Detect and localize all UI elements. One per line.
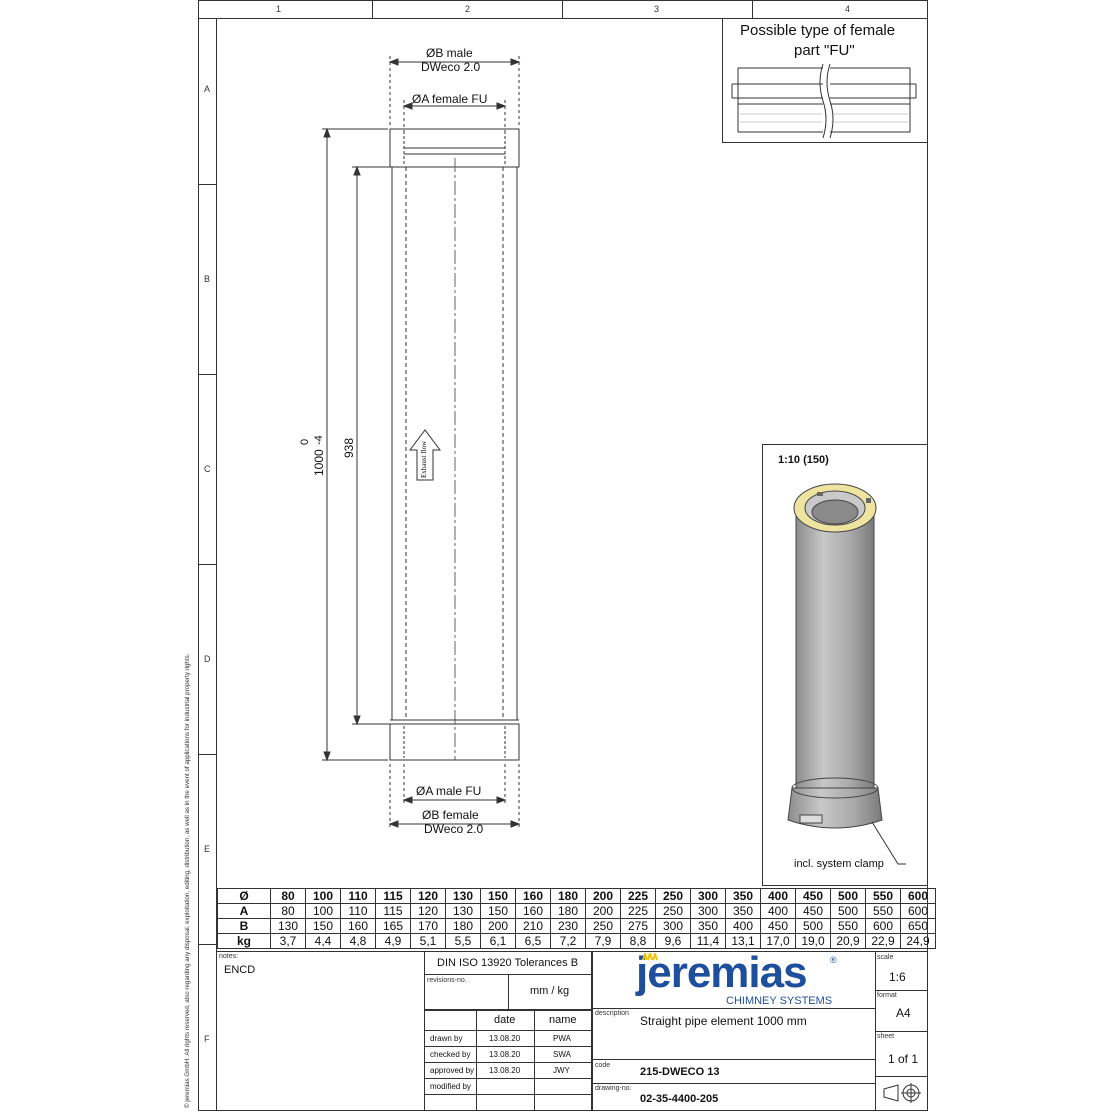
format-label: format: [877, 992, 897, 999]
table-cell: 130: [446, 904, 481, 919]
dim-b-male-sub: DWeco 2.0: [421, 60, 481, 74]
table-cell: 110: [341, 904, 376, 919]
table-cell: 150: [481, 904, 516, 919]
col-divider: [562, 0, 563, 18]
female-joint-sketch: [728, 62, 924, 138]
brand-subtitle: CHIMNEY SYSTEMS: [726, 995, 833, 1007]
table-cell: 160: [341, 919, 376, 934]
table-cell: 130: [271, 919, 306, 934]
table-cell: 600: [866, 919, 901, 934]
table-cell: 550: [831, 919, 866, 934]
zone-col-1: 1: [276, 4, 282, 14]
code-label: code: [595, 1062, 611, 1069]
table-cell: 300: [656, 919, 691, 934]
zone-row-F: F: [204, 1034, 210, 1044]
approval-role: checked by: [430, 1050, 471, 1059]
table-cell: 19,0: [796, 934, 831, 949]
dim-tol-lower: -4: [313, 435, 325, 445]
table-cell: 17,0: [761, 934, 796, 949]
perspective-scale-label: 1:10 (150): [778, 454, 829, 466]
table-cell: 600: [901, 904, 936, 919]
table-cell: 13,1: [726, 934, 761, 949]
row-divider: [198, 184, 216, 185]
table-cell: 250: [586, 919, 621, 934]
grid-col-line: [534, 1010, 535, 1111]
table-cell: 24,9: [901, 934, 936, 949]
table-row: [218, 919, 936, 934]
table-cell: 80: [271, 904, 306, 919]
dim-a-female: ØA female FU: [412, 92, 488, 106]
zone-col-4: 4: [845, 4, 851, 14]
approval-date: 13.08.20: [489, 1050, 521, 1059]
table-cell: 550: [866, 904, 901, 919]
clamp-label: incl. system clamp: [794, 858, 884, 870]
zone-row-E: E: [204, 844, 211, 854]
table-cell: 250: [656, 889, 691, 904]
approval-date: 13.08.20: [489, 1066, 521, 1075]
table-header-row: [218, 889, 936, 904]
table-row-label: A: [218, 904, 271, 919]
table-cell: 3,7: [271, 934, 306, 949]
dim-b-male: ØB male: [426, 46, 473, 60]
table-cell: 230: [551, 919, 586, 934]
table-cell: 100: [306, 889, 341, 904]
tolerance-text: DIN ISO 13920 Tolerances B: [437, 957, 579, 969]
format-value: A4: [896, 1006, 911, 1020]
table-cell: 9,6: [656, 934, 691, 949]
table-cell: 650: [901, 919, 936, 934]
col-divider: [372, 0, 373, 18]
code-cell: [592, 1059, 876, 1084]
table-cell: 300: [691, 889, 726, 904]
grid-row-line: [424, 1078, 592, 1079]
table-cell: 115: [376, 889, 411, 904]
table-cell: 4,8: [341, 934, 376, 949]
table-cell: 4,4: [306, 934, 341, 949]
table-cell: 210: [516, 919, 551, 934]
table-cell: 500: [831, 904, 866, 919]
inset-title-line2: part "FU": [794, 42, 855, 59]
table-cell: 8,8: [621, 934, 656, 949]
table-cell: 275: [621, 919, 656, 934]
dim-length-inner: 938: [342, 437, 356, 458]
grid-col-line: [476, 1010, 477, 1111]
row-divider: [198, 944, 216, 945]
table-row-label: B: [218, 919, 271, 934]
table-cell: 80: [271, 889, 306, 904]
approval-date: 13.08.20: [489, 1034, 521, 1043]
table-cell: 225: [621, 889, 656, 904]
revisions-label: revisions-no.: [427, 977, 467, 984]
inset-title-line1: Possible type of female: [740, 22, 896, 39]
table-cell: 200: [586, 889, 621, 904]
table-cell: 6,5: [516, 934, 551, 949]
grid-row-line: [424, 1062, 592, 1063]
copyright-notice: © jeremias GmbH. All rights reserved, also regarding any disposal, exploitation, editing, distribution, as well as in the event of applications for industrial property rights.: [184, 653, 191, 1108]
table-cell: 150: [481, 889, 516, 904]
table-cell: 7,2: [551, 934, 586, 949]
table-cell: 170: [411, 919, 446, 934]
table-cell: 160: [516, 904, 551, 919]
scale-value: 1:6: [889, 970, 906, 984]
grid-row-line: [424, 1094, 592, 1095]
table-row: [218, 934, 936, 949]
col-divider: [752, 0, 753, 18]
pipe-perspective-render: [780, 470, 920, 850]
grid-row-line: [424, 1030, 592, 1031]
table-row: [218, 904, 936, 919]
zone-col-2: 2: [465, 4, 471, 14]
units-divider: [508, 974, 509, 1010]
brand-logo: jeremias: [636, 948, 807, 997]
notes-label: notes:: [219, 953, 239, 960]
row-divider: [198, 374, 216, 375]
table-cell: 500: [831, 889, 866, 904]
brand-registered-mark: ®: [830, 955, 837, 965]
table-cell: 120: [411, 889, 446, 904]
table-cell: 200: [481, 919, 516, 934]
table-cell: 115: [376, 904, 411, 919]
zone-row-D: D: [204, 654, 211, 664]
zone-row-C: C: [204, 464, 211, 474]
table-cell: 350: [726, 889, 761, 904]
exhaust-flow-label: Exhaust flow: [420, 440, 428, 478]
table-cell: 11,4: [691, 934, 726, 949]
pipe-section-drawing: [300, 40, 560, 840]
code-text: 215-DWECO 13: [640, 1066, 720, 1078]
approval-role: drawn by: [430, 1034, 463, 1043]
table-row-label: Ø: [218, 889, 271, 904]
table-cell: 450: [761, 919, 796, 934]
table-cell: 4,9: [376, 934, 411, 949]
table-cell: 160: [516, 889, 551, 904]
date-header: date: [494, 1014, 516, 1026]
table-cell: 600: [901, 889, 936, 904]
table-cell: 7,9: [586, 934, 621, 949]
dim-a-male: ØA male FU: [416, 784, 482, 798]
table-cell: 450: [796, 904, 831, 919]
dim-tol-upper: 0: [299, 438, 311, 445]
table-cell: 120: [411, 904, 446, 919]
name-header: name: [549, 1014, 577, 1026]
grid-row-line: [424, 1046, 592, 1047]
approval-name: JWY: [553, 1066, 570, 1075]
approval-name: PWA: [553, 1034, 571, 1043]
table-cell: 350: [726, 904, 761, 919]
table-cell: 200: [586, 904, 621, 919]
table-cell: 130: [446, 889, 481, 904]
description-label: description: [595, 1010, 629, 1017]
sheet-value: 1 of 1: [888, 1052, 919, 1066]
brand-flame-icon: [641, 953, 659, 961]
table-cell: 180: [551, 904, 586, 919]
drawing-no-cell: [592, 1083, 876, 1111]
dimension-table: [217, 888, 936, 949]
table-cell: 165: [376, 919, 411, 934]
table-cell: 400: [761, 889, 796, 904]
table-cell: 400: [726, 919, 761, 934]
table-cell: 550: [866, 889, 901, 904]
table-cell: 500: [796, 919, 831, 934]
units-text: mm / kg: [530, 985, 570, 997]
table-cell: 22,9: [866, 934, 901, 949]
table-cell: 5,1: [411, 934, 446, 949]
approval-name: SWA: [553, 1050, 571, 1059]
approval-role: modified by: [430, 1082, 471, 1091]
table-cell: 180: [551, 889, 586, 904]
table-cell: 180: [446, 919, 481, 934]
table-cell: 110: [341, 889, 376, 904]
projection-symbol-icon: [882, 1083, 922, 1103]
table-cell: 150: [306, 919, 341, 934]
table-cell: 300: [691, 904, 726, 919]
drawing-no-label: drawing-no.: [595, 1085, 632, 1092]
dim-length-total: 1000: [312, 449, 326, 476]
table-cell: 20,9: [831, 934, 866, 949]
table-cell: 225: [621, 904, 656, 919]
table-cell: 350: [691, 919, 726, 934]
table-cell: 400: [761, 904, 796, 919]
table-cell: 250: [656, 904, 691, 919]
drawing-no-text: 02-35-4400-205: [640, 1093, 719, 1105]
zone-row-B: B: [204, 274, 211, 284]
table-row-label: kg: [218, 934, 271, 949]
approval-role: approved by: [430, 1066, 475, 1075]
table-cell: 6,1: [481, 934, 516, 949]
scale-label: scale: [877, 954, 894, 961]
sheet-label: sheet: [877, 1033, 895, 1040]
notes-value: ENCD: [224, 964, 256, 976]
table-cell: 5,5: [446, 934, 481, 949]
row-divider: [198, 564, 216, 565]
dim-b-female: ØB female: [422, 808, 479, 822]
table-cell: 100: [306, 904, 341, 919]
dim-b-female-sub: DWeco 2.0: [424, 822, 484, 836]
zone-col-3: 3: [654, 4, 660, 14]
row-divider: [198, 754, 216, 755]
description-text: Straight pipe element 1000 mm: [640, 1014, 807, 1028]
table-cell: 450: [796, 889, 831, 904]
zone-row-A: A: [204, 84, 211, 94]
